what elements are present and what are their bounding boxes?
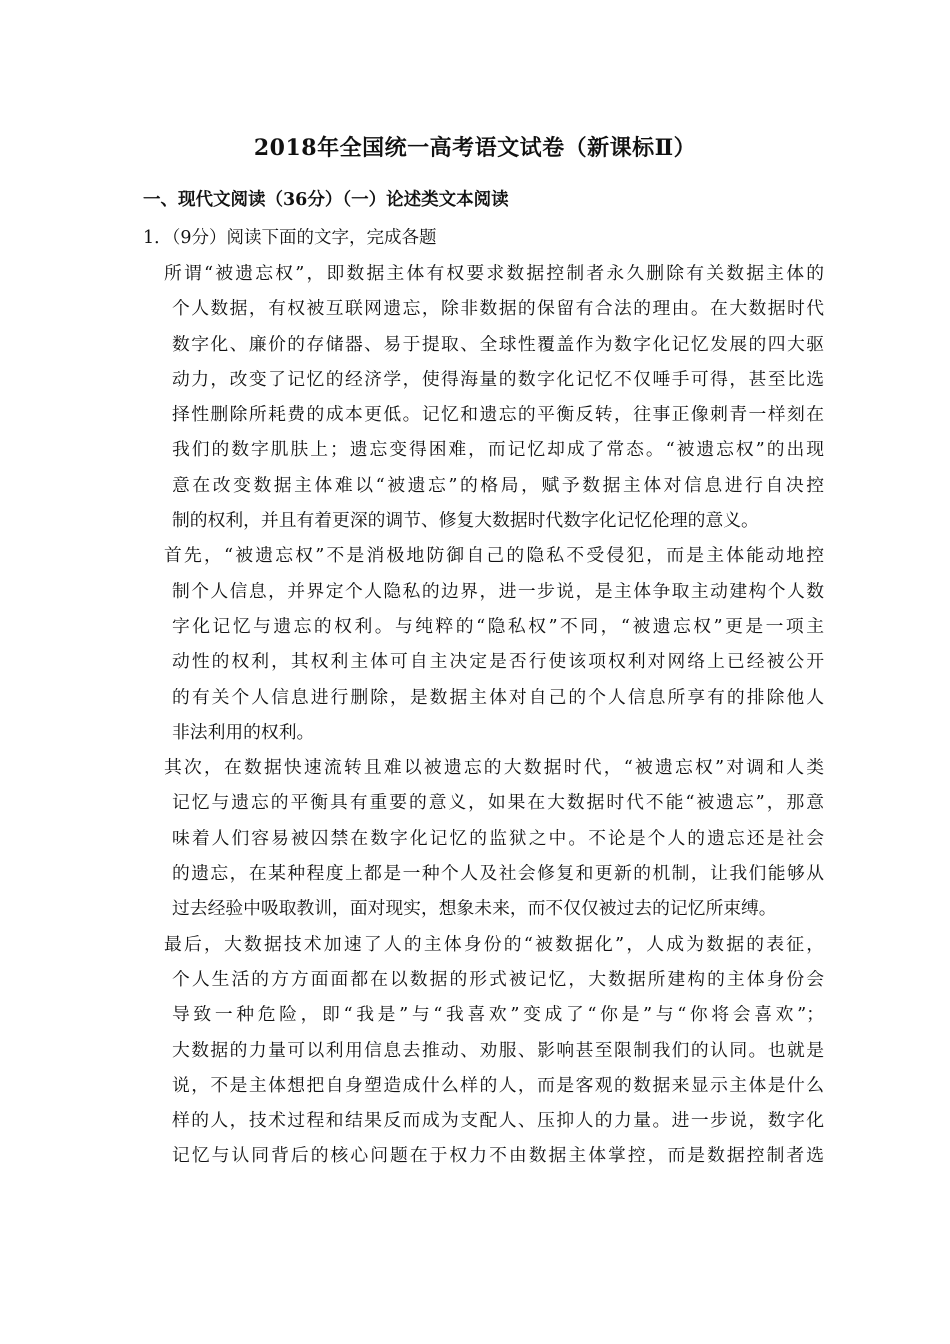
passage-line: 首先，“被遗忘权”不是消极地防御自己的隐私不受侵犯，而是主体能动地控 (164, 545, 824, 567)
passage-line: 的有关个人信息进行删除，是数据主体对自己的个人信息所享有的排除他人 (172, 686, 824, 708)
passage-line: 字化记忆与遗忘的权利。与纯粹的“隐私权”不同，“被遗忘权”更是一项主 (172, 615, 824, 637)
question-prompt: 1．（9分）阅读下面的文字，完成各题 (143, 228, 437, 248)
passage-line: 其次，在数据快速流转且难以被遗忘的大数据时代，“被遗忘权”对调和人类 (164, 757, 824, 779)
section-heading: 一、现代文阅读（36分）（一）论述类文本阅读 (143, 190, 509, 210)
passage-line: 导致一种危险，即“我是”与“我喜欢”变成了“你是”与“你将会喜欢”； (172, 1004, 824, 1026)
passage-line: 数字化、廉价的存储器、易于提取、全球性覆盖作为数字化记忆发展的四大驱 (172, 333, 824, 355)
passage-line: 择性删除所耗费的成本更低。记忆和遗忘的平衡反转，往事正像刺青一样刻在 (172, 404, 824, 426)
passage-line: 所谓“被遗忘权”，即数据主体有权要求数据控制者永久删除有关数据主体的 (164, 263, 824, 284)
passage-line: 意在改变数据主体难以“被遗忘”的格局，赋予数据主体对信息进行自决控 (172, 474, 824, 496)
passage-line: 样的人，技术过程和结果反而成为支配人、压抑人的力量。进一步说，数字化 (172, 1110, 824, 1132)
passage-line: 的遗忘，在某种程度上都是一种个人及社会修复和更新的机制，让我们能够从 (172, 863, 824, 885)
passage-line: 说，不是主体想把自身塑造成什么样的人，而是客观的数据来显示主体是什么 (172, 1074, 824, 1096)
passage-line: 记忆与认同背后的核心问题在于权力不由数据主体掌控，而是数据控制者选 (172, 1145, 824, 1167)
document-title: 2018年全国统一高考语文试卷（新课标Ⅱ） (253, 135, 697, 161)
passage-line: 个人数据，有权被互联网遗忘，除非数据的保留有合法的理由。在大数据时代 (172, 298, 824, 320)
passage-line: 大数据的力量可以利用信息去推动、劝服、影响甚至限制我们的认同。也就是 (172, 1039, 824, 1061)
passage-line: 制的权利，并且有着更深的调节、修复大数据时代数字化记忆伦理的意义。 (172, 510, 759, 532)
passage-line: 最后，大数据技术加速了人的主体身份的“被数据化”，人成为数据的表征， (164, 933, 824, 955)
passage-line: 动力，改变了记忆的经济学，使得海量的数字化记忆不仅唾手可得，甚至比选 (172, 368, 824, 390)
passage-line: 制个人信息，并界定个人隐私的边界，进一步说，是主体争取主动建构个人数 (172, 580, 824, 602)
passage-line: 过去经验中吸取教训，面对现实，想象未来，而不仅仅被过去的记忆所束缚。 (172, 898, 777, 920)
passage-line: 非法利用的权利。 (172, 721, 315, 743)
passage-line: 记忆与遗忘的平衡具有重要的意义，如果在大数据时代不能“被遗忘”，那意 (172, 792, 824, 814)
reading-passage (164, 256, 824, 1174)
passage-line: 味着人们容易被囚禁在数字化记忆的监狱之中。不论是个人的遗忘还是社会 (172, 827, 824, 849)
passage-line: 我们的数字肌肤上；遗忘变得困难，而记忆却成了常态。“被遗忘权”的出现 (172, 439, 824, 461)
passage-line: 个人生活的方方面面都在以数据的形式被记忆，大数据所建构的主体身份会 (172, 968, 824, 990)
passage-line: 动性的权利，其权利主体可自主决定是否行使该项权利对网络上已经被公开 (172, 651, 824, 673)
